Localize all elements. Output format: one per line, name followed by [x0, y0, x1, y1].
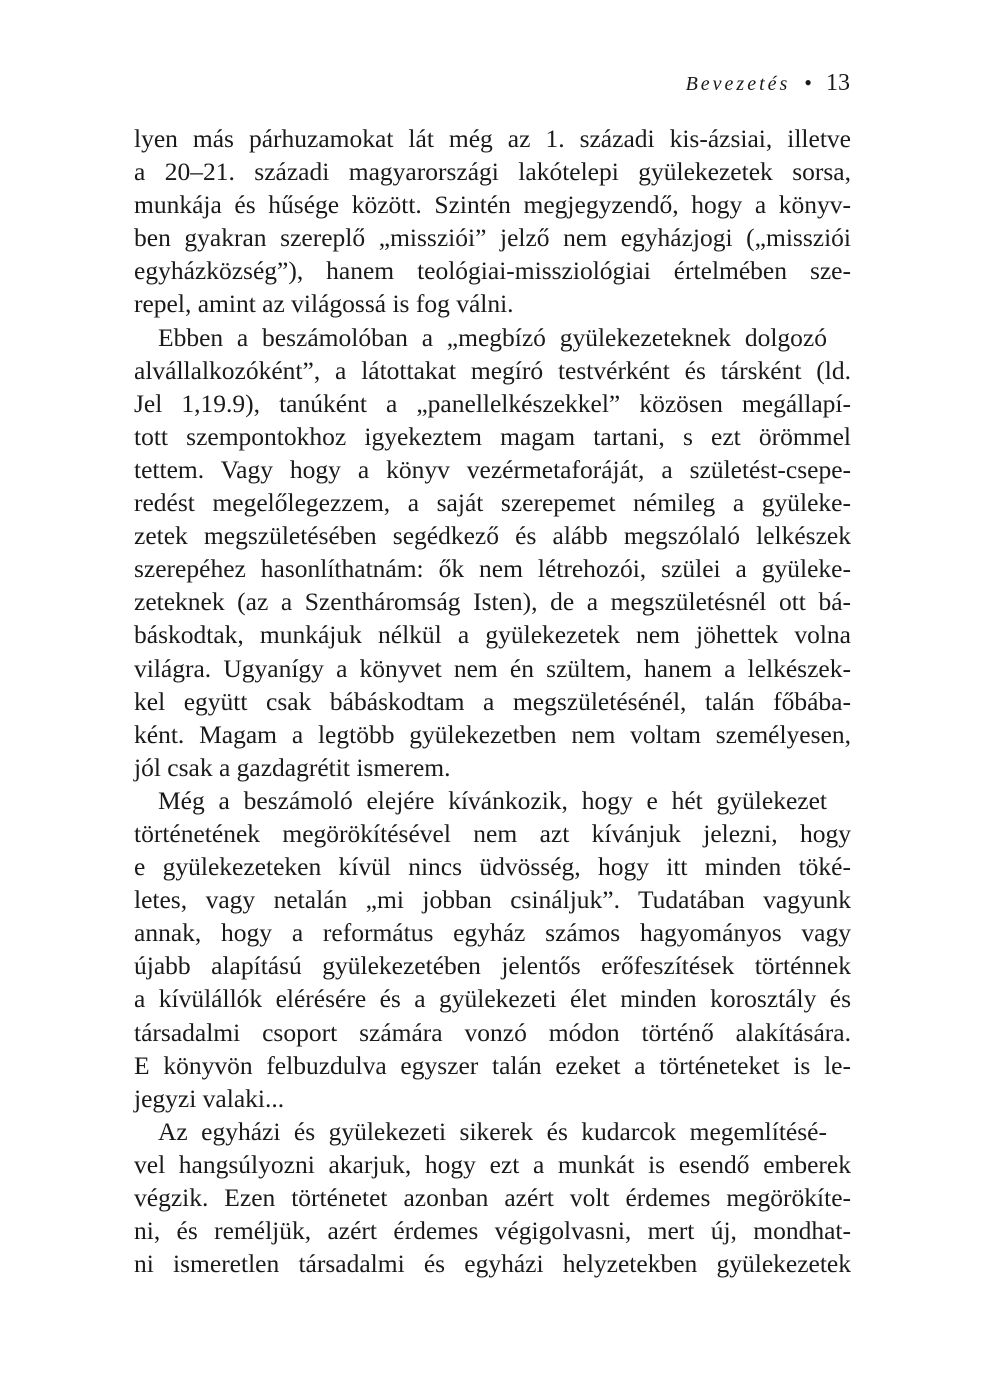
text-line — [134, 850, 851, 883]
text-line-content: Még a beszámoló elejére kívánkozik, hogy e hét gyülekezet — [158, 785, 827, 815]
text-line — [134, 1181, 851, 1214]
text-line-content: munkája és hűsége között. Szintén megjegyzendő, hogy a könyv- — [134, 190, 851, 220]
text-line-content: ni, és reméljük, azért érdemes végigolvasni, mert új, mondhat- — [134, 1216, 851, 1246]
text-line-content: végzik. Ezen történetet azonban azért volt érdemes megörökíte- — [134, 1183, 851, 1212]
text-line — [134, 618, 851, 651]
paragraph — [134, 321, 851, 784]
text-line-content: lyen más párhuzamokat lát még az 1. századi kis-ázsiai, illetve — [134, 124, 851, 153]
text-line-content: társadalmi csoport számára vonzó módon történő alakítására. — [134, 1017, 851, 1047]
running-head-separator: • — [804, 70, 812, 95]
paragraph — [134, 1115, 851, 1280]
text-line-content: egyházközség”), hanem teológiai-missziológiai értelmében sze- — [134, 256, 851, 286]
text-line-content: e gyülekezeteken kívül nincs üdvösség, hogy itt minden töké- — [134, 852, 851, 882]
text-line — [134, 1148, 851, 1181]
text-line-content: zetek megszületésében segédkező és alább megszólaló lelkészek — [134, 521, 851, 551]
text-line — [134, 652, 851, 685]
text-line — [134, 1082, 851, 1115]
text-line-content: Ebben a beszámolóban a „megbízó gyülekezeteknek dolgozó — [158, 322, 827, 352]
text-line — [134, 552, 851, 585]
text-line — [134, 883, 851, 916]
running-head — [686, 68, 850, 99]
text-line — [134, 1247, 851, 1280]
text-line — [134, 188, 851, 221]
text-line — [134, 321, 851, 354]
text-line — [134, 1214, 851, 1247]
text-line-content: báskodtak, munkájuk nélkül a gyülekezetek nem jöhettek volna — [134, 620, 851, 650]
text-line-content: a 20–21. századi magyarországi lakótelepi gyülekezetek sorsa, — [134, 157, 851, 187]
text-line — [134, 254, 851, 287]
text-line-content: zeteknek (az a Szentháromság Isten), de a megszületésnél ott bá- — [134, 587, 851, 617]
text-line-content: redést megelőlegezzem, a saját szerepemet némileg a gyüleke- — [134, 488, 851, 518]
text-line — [134, 122, 851, 155]
running-head-section-title: Bevezetés — [685, 73, 791, 95]
text-line-content: ben gyakran szereplő „missziói” jelző nem egyházjogi („missziói — [134, 223, 851, 253]
text-line — [134, 916, 851, 949]
text-line-content: történetének megörökítésével nem azt kívánjuk jelezni, hogy — [134, 818, 851, 848]
paragraph — [134, 122, 851, 321]
text-line — [134, 1115, 851, 1148]
text-line — [134, 982, 851, 1015]
text-line — [134, 453, 851, 486]
text-line — [134, 287, 851, 320]
text-line-content: E könyvön felbuzdulva egyszer talán ezeket a történeteket is le- — [134, 1050, 851, 1080]
text-line-content: újabb alapítású gyülekezetében jelentős erőfeszítések történnek — [134, 951, 851, 981]
text-line — [134, 585, 851, 618]
text-line — [134, 155, 851, 188]
text-line-content: ni ismeretlen társadalmi és egyházi helyzetekben gyülekezetek — [134, 1249, 851, 1279]
text-line-content: letes, vagy netalán „mi jobban csináljuk”. Tudatában vagyunk — [134, 885, 851, 915]
text-line — [134, 486, 851, 519]
text-line-content: tott szempontokhoz igyekeztem magam tartani, s ezt örömmel — [134, 421, 851, 451]
text-line — [134, 420, 851, 453]
text-line-content: szerepéhez hasonlíthatnám: ők nem létrehozói, szülei a gyüleke- — [134, 554, 851, 584]
text-line-content: kel együtt csak bábáskodtam a megszületésénél, talán főbába- — [134, 686, 851, 716]
text-line — [134, 354, 851, 387]
page-number: 13 — [826, 70, 850, 96]
text-line-content: Jel 1,19.9), tanúként a „panellelkészekkel” közösen megállapí- — [134, 388, 851, 418]
text-line-content: a kívülállók elérésére és a gyülekezeti élet minden korosztály és — [134, 984, 851, 1014]
text-line-content: vel hangsúlyozni akarjuk, hogy ezt a munkát is esendő emberek — [134, 1149, 851, 1179]
text-line — [134, 519, 851, 552]
text-line — [134, 1049, 851, 1082]
paragraph — [134, 784, 851, 1115]
text-line — [134, 751, 851, 784]
text-line-content: repel, amint az világossá is fog válni. — [134, 289, 514, 319]
text-line-content: ként. Magam a legtöbb gyülekezetben nem voltam személyesen, — [134, 719, 851, 749]
text-line-content: annak, hogy a református egyház számos hagyományos vagy — [134, 918, 851, 948]
text-line — [134, 817, 851, 850]
text-line — [134, 387, 851, 420]
text-line — [134, 685, 851, 718]
body-text — [134, 122, 851, 1280]
text-line-content: jól csak a gazdagrétit ismerem. — [134, 752, 451, 782]
text-line — [134, 221, 851, 254]
text-line-content: jegyzi valaki... — [134, 1083, 285, 1113]
text-line-content: világra. Ugyanígy a könyvet nem én szültem, hanem a lelkészek- — [134, 653, 851, 683]
text-line-content: tettem. Vagy hogy a könyv vezérmetaforáját, a születést-csepe- — [134, 454, 851, 484]
text-line — [134, 718, 851, 751]
text-line — [134, 949, 851, 982]
text-line-content: Az egyházi és gyülekezeti sikerek és kudarcok megemlítésé- — [158, 1116, 827, 1146]
text-line-content: alvállalkozóként”, a látottakat megíró testvérként és társként (ld. — [134, 355, 851, 385]
text-line — [134, 1016, 851, 1049]
text-line — [134, 784, 851, 817]
